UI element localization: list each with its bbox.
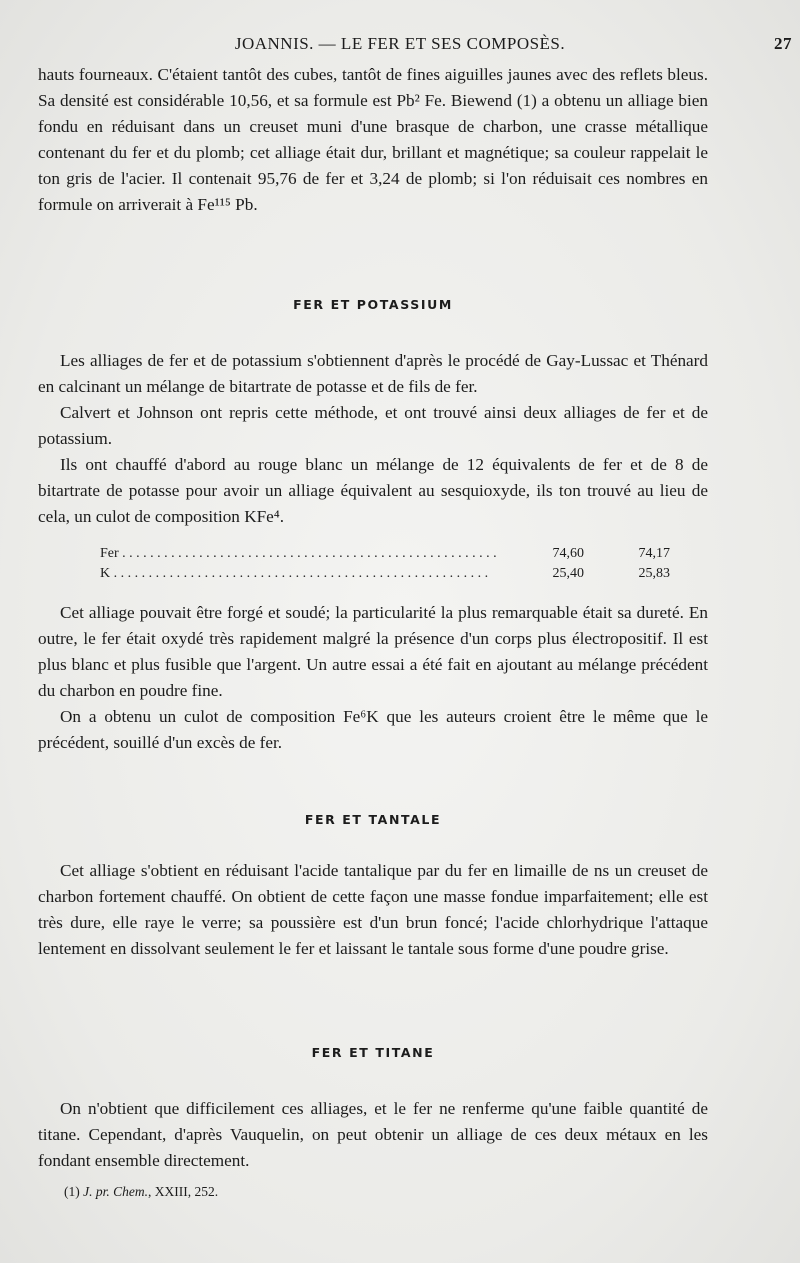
footnote-journal: J. pr. Chem. [83, 1184, 148, 1199]
composition-value-found: 25,40 [552, 566, 584, 581]
potassium-paragraph-5: On a obtenu un culot de composition Fe⁶K que les auteurs croient être le même que le précédent, souillé d'un excès de fer. [38, 707, 708, 752]
titane-paragraph: On n'obtient que difficilement ces alliages, et le fer ne renferme qu'une faible quantité de titane. Cependant, d'après Vauquelin, on peut obtenir un alliage de ces deux métaux en les fondant ensemble directement. [38, 1099, 708, 1170]
composition-value-calculated: 25,83 [638, 566, 670, 581]
footnote-marker: (1) [64, 1184, 80, 1199]
section-heading-titane: FER ET TITANE [311, 1045, 435, 1060]
running-header [40, 34, 792, 58]
potassium-paragraph-4: Cet alliage pouvait être forgé et soudé; la particularité la plus remarquable était sa dureté. En outre, le fer était oxydé très rapidement malgré la présence d'un corps plus électropositif. Il est plus blanc et plus fusible que l'argent. Un autre essai a été fait en ajoutant au mélange précédent du charbon en poudre fine. [38, 603, 708, 700]
footnote-reference: , XXIII, 252. [148, 1184, 219, 1199]
potassium-text-block [38, 348, 708, 530]
potassium-paragraph-3: Ils ont chauffé d'abord au rouge blanc un mélange de 12 équivalents de fer et de 8 de bitartrate de potasse pour avoir un alliage équivalent au sesquioxyde, ils ton trouvé au lieu de cela, un culot de composition KFe⁴. [38, 455, 708, 526]
intro-paragraph: hauts fourneaux. C'étaient tantôt des cubes, tantôt de fines aiguilles jaunes avec des reflets bleus. Sa densité est considérable 10,56, et sa formule est Pb² Fe. Biewend (1) a obtenu un alliage bien fondu en réduisant dans un creuset muni d'une brasque de charbon, une crasse métallique contenant du fer et du plomb; cet alliage était dur, brillant et magnétique; sa couleur rappelait le ton gris de l'acier. Il contenait 95,76 de fer et 3,24 de plomb; si l'on réduisait ces nombres en formule on arriverait à Fe¹¹⁵ Pb. [38, 65, 708, 214]
tantale-paragraph: Cet alliage s'obtient en réduisant l'acide tantalique par du fer en limaille de ns un creuset de charbon fortement chauffé. On obtient de cette façon une masse fondue imparfaitement; elle est très dure, elle raye le verre; sa poussière est d'un brun foncé; l'acide chlorhydrique l'attaque lentement en dissolvant seulement le fer et laissant le tantale sous forme d'une poudre grise. [38, 861, 708, 958]
composition-value-calculated: 74,17 [638, 546, 670, 561]
composition-row-fer [100, 544, 700, 564]
potassium-text-block-after [38, 600, 708, 756]
composition-label: K . . . . . . . . . . . . . . . . . . . . . . . . . . . . . . . . . . . . . . . . . . . . . . . . . . . . . . [100, 566, 489, 581]
titane-text-block [38, 1096, 708, 1174]
composition-value-found: 74,60 [552, 546, 584, 561]
section-heading-potassium: FER ET POTASSIUM [293, 297, 453, 312]
composition-table [100, 544, 700, 584]
section-heading-tantale: FER ET TANTALE [304, 812, 442, 827]
composition-label: Fer . . . . . . . . . . . . . . . . . . . . . . . . . . . . . . . . . . . . . . . . . . . . . . . . . . . . . . [100, 546, 497, 561]
page-number: 27 [774, 34, 792, 53]
composition-row-k [100, 564, 700, 584]
footnote [64, 1184, 218, 1200]
potassium-paragraph-2: Calvert et Johnson ont repris cette méthode, et ont trouvé ainsi deux alliages de fer et de potassium. [38, 403, 708, 448]
potassium-paragraph-1: Les alliages de fer et de potassium s'obtiennent d'après le procédé de Gay-Lussac et Thénard en calcinant un mélange de bitartrate de potasse et de fils de fer. [38, 351, 708, 396]
tantale-text-block [38, 858, 708, 962]
intro-paragraph-block [38, 62, 708, 218]
running-title: JOANNIS. — LE FER ET SES COMPOSÈS. [234, 34, 566, 53]
